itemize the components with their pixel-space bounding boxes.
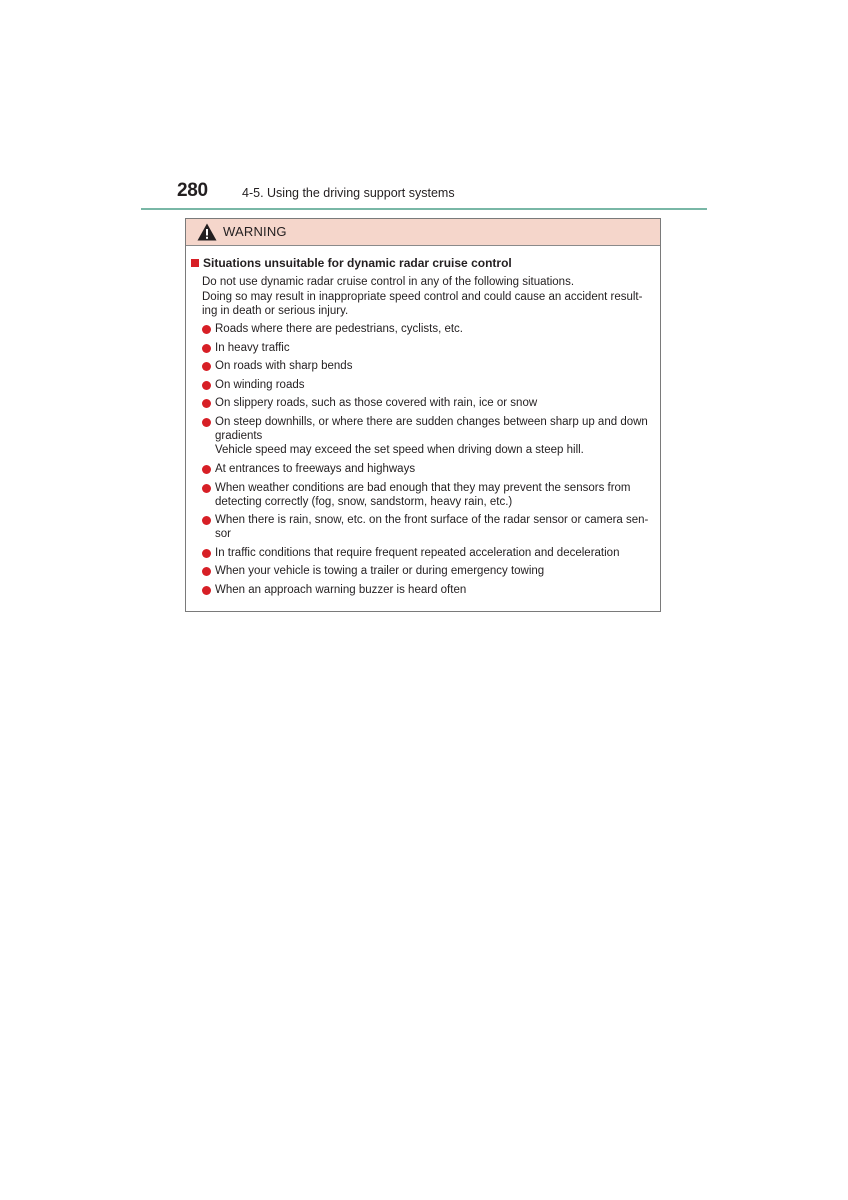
list-item-text: On winding roads <box>215 379 305 391</box>
list-item <box>202 546 658 560</box>
list-item-text: When an approach warning buzzer is heard often <box>215 584 467 596</box>
warning-label: WARNING <box>223 224 287 239</box>
bullet-dot-icon <box>202 586 211 595</box>
list-item-text: When weather conditions are bad enough that they may prevent the sensors from detecting correctly (fog, snow, sandstorm, heavy rain, etc.) <box>215 482 631 508</box>
list-item <box>202 462 658 476</box>
list-item <box>202 583 658 597</box>
warning-header <box>186 219 660 246</box>
list-item-text: On steep downhills, or where there are sudden changes between sharp up and down gradients <box>215 416 648 442</box>
bullet-dot-icon <box>202 465 211 474</box>
warning-triangle-icon <box>197 223 217 241</box>
warning-box <box>185 218 661 612</box>
list-item <box>202 378 658 392</box>
bullet-dot-icon <box>202 484 211 493</box>
list-item <box>202 481 658 509</box>
bullet-dot-icon <box>202 362 211 371</box>
bullet-dot-icon <box>202 325 211 334</box>
section-title: 4-5. Using the driving support systems <box>242 186 455 200</box>
list-item-text: On roads with sharp bends <box>215 360 353 372</box>
list-item <box>202 396 658 410</box>
bullet-dot-icon <box>202 344 211 353</box>
list-item-text: In traffic conditions that require frequent repeated acceleration and deceleration <box>215 547 620 559</box>
bullet-dot-icon <box>202 567 211 576</box>
list-item-text: Roads where there are pedestrians, cyclists, etc. <box>215 323 464 335</box>
list-item <box>202 513 658 541</box>
list-item <box>202 322 658 336</box>
list-item-text: In heavy traffic <box>215 342 290 354</box>
square-bullet-icon <box>191 259 199 267</box>
bullet-dot-icon <box>202 549 211 558</box>
list-item-note: Vehicle speed may exceed the set speed when driving down a steep hill. <box>215 444 584 456</box>
bullet-dot-icon <box>202 381 211 390</box>
bullet-dot-icon <box>202 418 211 427</box>
list-item-text: On slippery roads, such as those covered with rain, ice or snow <box>215 397 538 409</box>
warning-heading <box>191 256 512 270</box>
page-number: 280 <box>177 180 208 201</box>
list-item-text: When there is rain, snow, etc. on the front surface of the radar sensor or camera sen- sor <box>215 514 649 540</box>
page-header <box>141 178 707 210</box>
list-item-text: When your vehicle is towing a trailer or during emergency towing <box>215 565 545 577</box>
list-item-text: At entrances to freeways and highways <box>215 463 416 475</box>
list-item <box>202 564 658 578</box>
list-item <box>202 415 658 457</box>
list-item <box>202 359 658 373</box>
bullet-dot-icon <box>202 516 211 525</box>
bullet-dot-icon <box>202 399 211 408</box>
intro-paragraph-2: Doing so may result in inappropriate speed control and could cause an accident result- ing in death or serious injury. <box>202 291 643 317</box>
list-item <box>202 341 658 355</box>
warning-heading-text: Situations unsuitable for dynamic radar cruise control <box>203 256 512 270</box>
intro-paragraph-1: Do not use dynamic radar cruise control in any of the following situations. <box>202 276 575 288</box>
